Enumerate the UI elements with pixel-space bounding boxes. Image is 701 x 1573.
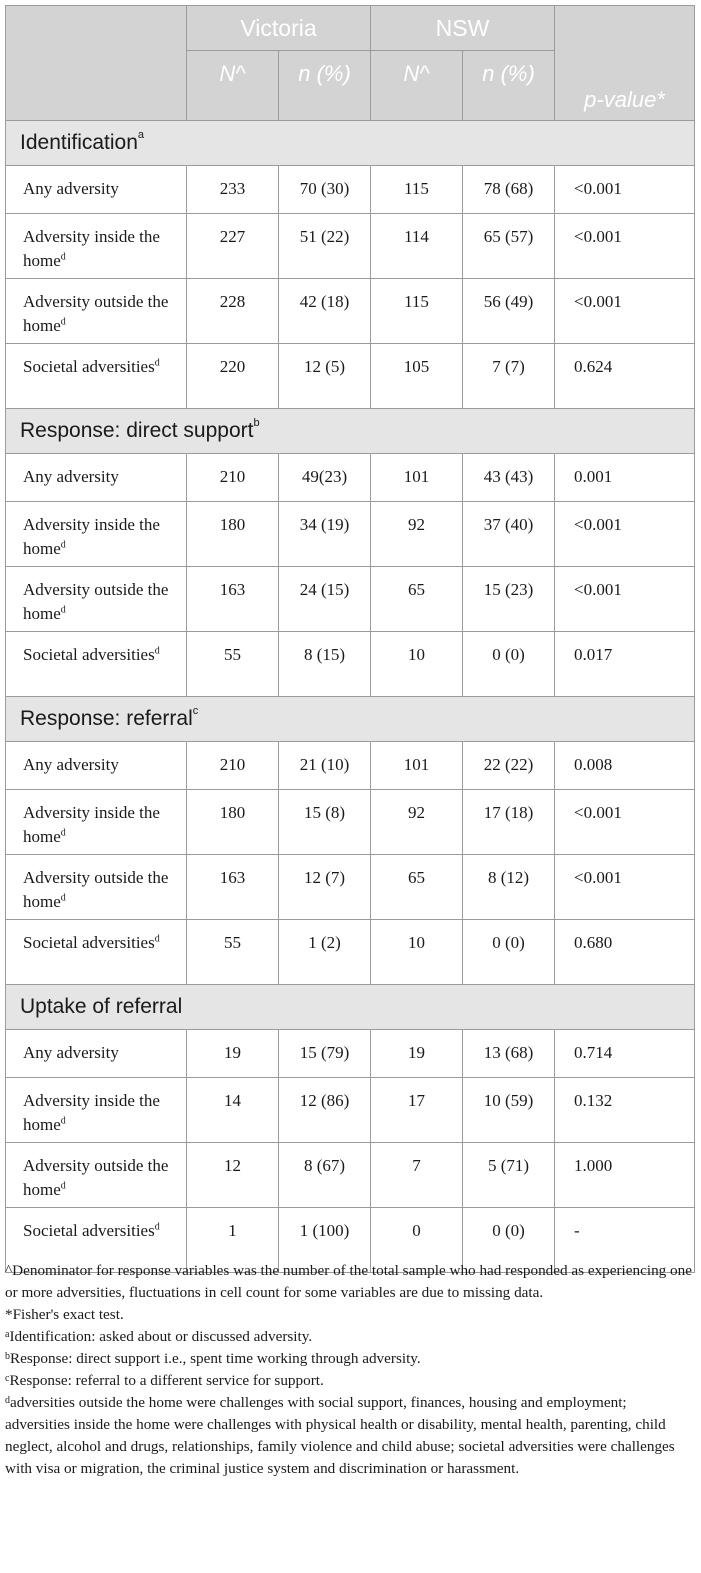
cell-vic-n: 34 (19) [279, 502, 371, 567]
row-label-text: Any adversity [23, 179, 119, 198]
header-victoria: Victoria [187, 6, 371, 51]
footnote-mark: * [5, 1306, 13, 1323]
cell-pvalue: <0.001 [555, 214, 695, 279]
row-label [6, 632, 187, 697]
footnote-mark: a [5, 1329, 10, 1340]
cell-nsw-n: 17 (18) [463, 790, 555, 855]
cell-pvalue: <0.001 [555, 567, 695, 632]
cell-vic-n: 49(23) [279, 454, 371, 502]
cell-vic-N: 163 [187, 855, 279, 920]
cell-nsw-n: 65 (57) [463, 214, 555, 279]
cell-nsw-n: 78 (68) [463, 166, 555, 214]
footnote-text: Fisher's exact test. [12, 1306, 124, 1323]
section-title [6, 121, 695, 166]
footnote [5, 1304, 694, 1326]
cell-nsw-n: 13 (68) [463, 1030, 555, 1078]
cell-pvalue: 0.714 [555, 1030, 695, 1078]
footnotes [5, 1260, 694, 1480]
table-row [6, 742, 695, 790]
cell-nsw-N: 19 [371, 1030, 463, 1078]
header-nsw-N: N^ [371, 51, 463, 121]
cell-vic-n: 1 (100) [279, 1208, 371, 1273]
section-title [6, 985, 695, 1030]
cell-nsw-n: 22 (22) [463, 742, 555, 790]
footnote-text: Denominator for response variables was the number of the total sample who had responded as experiencing one or more adversities, fluctuations in cell count for some variables are due to missing data. [5, 1262, 692, 1301]
footnote-text: Response: referral to a different service for support. [9, 1372, 324, 1389]
cell-nsw-N: 101 [371, 454, 463, 502]
cell-pvalue: <0.001 [555, 502, 695, 567]
section-title-text: Uptake of referral [20, 995, 183, 1018]
row-footnote-mark: d [60, 604, 66, 616]
cell-pvalue: 1.000 [555, 1143, 695, 1208]
row-footnote-mark: d [60, 1115, 66, 1127]
cell-vic-N: 220 [187, 344, 279, 409]
footnote-mark: ^ [5, 1262, 13, 1279]
row-label-text: Societal adversities [23, 1221, 155, 1240]
cell-vic-N: 55 [187, 632, 279, 697]
section-footnote-mark: b [253, 417, 260, 429]
cell-vic-n: 8 (67) [279, 1143, 371, 1208]
table-row [6, 855, 695, 920]
table-row [6, 1030, 695, 1078]
table-row [6, 632, 695, 697]
row-label [6, 166, 187, 214]
table-row [6, 454, 695, 502]
cell-nsw-N: 65 [371, 567, 463, 632]
row-label-text: Societal adversities [23, 357, 155, 376]
cell-vic-N: 210 [187, 454, 279, 502]
cell-vic-n: 8 (15) [279, 632, 371, 697]
cell-nsw-N: 10 [371, 632, 463, 697]
section-title [6, 697, 695, 742]
cell-vic-N: 19 [187, 1030, 279, 1078]
footnote-mark: d [5, 1395, 10, 1406]
cell-nsw-N: 114 [371, 214, 463, 279]
cell-nsw-N: 65 [371, 855, 463, 920]
row-footnote-mark: d [60, 892, 66, 904]
row-label [6, 567, 187, 632]
section-footnote-mark: a [137, 129, 145, 141]
cell-nsw-N: 115 [371, 279, 463, 344]
cell-pvalue: - [555, 1208, 695, 1273]
cell-vic-N: 228 [187, 279, 279, 344]
cell-vic-n: 12 (5) [279, 344, 371, 409]
table-body [6, 6, 695, 1273]
footnote [5, 1348, 694, 1370]
row-label-text: Adversity outside the home [23, 1156, 169, 1199]
cell-nsw-N: 92 [371, 502, 463, 567]
footnote-text: adversities outside the home were challenges with social support, finances, housing and employment; adversities inside the home were challenges with physical health or disability, mental health, parenting, child neglect, alcohol and drugs, relationships, family violence and child abuse; societal adversities were challenges with visa or migration, the criminal justice system and discrimination or harassment. [5, 1394, 675, 1477]
row-label-text: Adversity inside the home [23, 227, 160, 270]
section-title-text: Response: direct support [20, 419, 254, 442]
table-row [6, 344, 695, 409]
row-label [6, 344, 187, 409]
footnote [5, 1392, 694, 1480]
footnote-text: Response: direct support i.e., spent time working through adversity. [10, 1350, 421, 1367]
section-footnote-mark: c [192, 705, 199, 717]
cell-pvalue: <0.001 [555, 166, 695, 214]
table-row [6, 920, 695, 985]
cell-nsw-N: 10 [371, 920, 463, 985]
cell-nsw-N: 17 [371, 1078, 463, 1143]
header-blank [6, 6, 187, 121]
cell-vic-N: 163 [187, 567, 279, 632]
cell-pvalue: 0.624 [555, 344, 695, 409]
header-pvalue: p-value* [555, 6, 695, 121]
row-label [6, 279, 187, 344]
cell-vic-N: 210 [187, 742, 279, 790]
row-label [6, 1078, 187, 1143]
results-table [5, 5, 695, 1273]
row-footnote-mark: d [154, 933, 160, 945]
cell-vic-n: 42 (18) [279, 279, 371, 344]
row-label [6, 214, 187, 279]
cell-pvalue: <0.001 [555, 790, 695, 855]
cell-nsw-N: 7 [371, 1143, 463, 1208]
cell-nsw-N: 105 [371, 344, 463, 409]
row-footnote-mark: d [60, 539, 66, 551]
cell-nsw-n: 56 (49) [463, 279, 555, 344]
cell-nsw-N: 92 [371, 790, 463, 855]
row-footnote-mark: d [60, 1180, 66, 1192]
cell-pvalue: 0.008 [555, 742, 695, 790]
cell-nsw-n: 43 (43) [463, 454, 555, 502]
header-nsw: NSW [371, 6, 555, 51]
section-header [6, 121, 695, 166]
cell-vic-n: 12 (86) [279, 1078, 371, 1143]
row-label-text: Adversity outside the home [23, 868, 169, 911]
cell-nsw-n: 10 (59) [463, 1078, 555, 1143]
row-footnote-mark: d [60, 316, 66, 328]
header-vic-N: N^ [187, 51, 279, 121]
cell-pvalue: 0.001 [555, 454, 695, 502]
row-label-text: Adversity inside the home [23, 1091, 160, 1134]
section-title-text: Response: referral [20, 707, 193, 730]
cell-pvalue: 0.680 [555, 920, 695, 985]
cell-vic-n: 12 (7) [279, 855, 371, 920]
cell-vic-N: 14 [187, 1078, 279, 1143]
row-label-text: Any adversity [23, 467, 119, 486]
cell-nsw-n: 15 (23) [463, 567, 555, 632]
footnote [5, 1326, 694, 1348]
row-footnote-mark: d [154, 645, 160, 657]
row-footnote-mark: d [60, 251, 66, 263]
table-row [6, 214, 695, 279]
row-label-text: Any adversity [23, 1043, 119, 1062]
cell-vic-n: 51 (22) [279, 214, 371, 279]
section-header [6, 985, 695, 1030]
cell-nsw-N: 101 [371, 742, 463, 790]
cell-vic-n: 15 (8) [279, 790, 371, 855]
header-row-groups [6, 6, 695, 51]
cell-vic-n: 70 (30) [279, 166, 371, 214]
row-label [6, 502, 187, 567]
row-label-text: Adversity outside the home [23, 292, 169, 335]
section-header [6, 697, 695, 742]
footnote-mark: c [5, 1373, 10, 1384]
cell-vic-N: 12 [187, 1143, 279, 1208]
header-nsw-n: n (%) [463, 51, 555, 121]
cell-nsw-n: 0 (0) [463, 1208, 555, 1273]
cell-pvalue: 0.017 [555, 632, 695, 697]
row-label-text: Societal adversities [23, 933, 155, 952]
footnote-mark: b [5, 1351, 10, 1362]
cell-nsw-n: 7 (7) [463, 344, 555, 409]
header-vic-n: n (%) [279, 51, 371, 121]
section-header [6, 409, 695, 454]
footnote [5, 1260, 694, 1304]
cell-vic-n: 21 (10) [279, 742, 371, 790]
section-title-text: Identification [20, 131, 138, 154]
row-label-text: Societal adversities [23, 645, 155, 664]
table-row [6, 790, 695, 855]
cell-pvalue: <0.001 [555, 855, 695, 920]
row-label [6, 454, 187, 502]
cell-pvalue: <0.001 [555, 279, 695, 344]
row-label [6, 1030, 187, 1078]
cell-nsw-N: 0 [371, 1208, 463, 1273]
cell-pvalue: 0.132 [555, 1078, 695, 1143]
cell-nsw-n: 0 (0) [463, 632, 555, 697]
row-label-text: Adversity inside the home [23, 515, 160, 558]
row-footnote-mark: d [60, 827, 66, 839]
row-label [6, 855, 187, 920]
cell-vic-n: 1 (2) [279, 920, 371, 985]
footnote [5, 1370, 694, 1392]
cell-nsw-n: 8 (12) [463, 855, 555, 920]
table-row [6, 567, 695, 632]
cell-vic-N: 233 [187, 166, 279, 214]
row-footnote-mark: d [154, 1221, 160, 1233]
row-label [6, 742, 187, 790]
cell-vic-N: 180 [187, 502, 279, 567]
cell-vic-n: 15 (79) [279, 1030, 371, 1078]
row-label-text: Adversity inside the home [23, 803, 160, 846]
cell-nsw-N: 115 [371, 166, 463, 214]
cell-nsw-n: 37 (40) [463, 502, 555, 567]
row-label [6, 790, 187, 855]
row-label [6, 920, 187, 985]
cell-vic-N: 1 [187, 1208, 279, 1273]
cell-nsw-n: 5 (71) [463, 1143, 555, 1208]
cell-vic-n: 24 (15) [279, 567, 371, 632]
cell-vic-N: 180 [187, 790, 279, 855]
table-row [6, 502, 695, 567]
cell-vic-N: 227 [187, 214, 279, 279]
row-footnote-mark: d [154, 357, 160, 369]
table-row [6, 279, 695, 344]
section-title [6, 409, 695, 454]
table-row [6, 1143, 695, 1208]
cell-vic-N: 55 [187, 920, 279, 985]
footnote-text: Identification: asked about or discussed adversity. [9, 1328, 313, 1345]
table-row [6, 1078, 695, 1143]
table-row [6, 166, 695, 214]
cell-nsw-n: 0 (0) [463, 920, 555, 985]
row-label-text: Any adversity [23, 755, 119, 774]
row-label-text: Adversity outside the home [23, 580, 169, 623]
row-label [6, 1143, 187, 1208]
